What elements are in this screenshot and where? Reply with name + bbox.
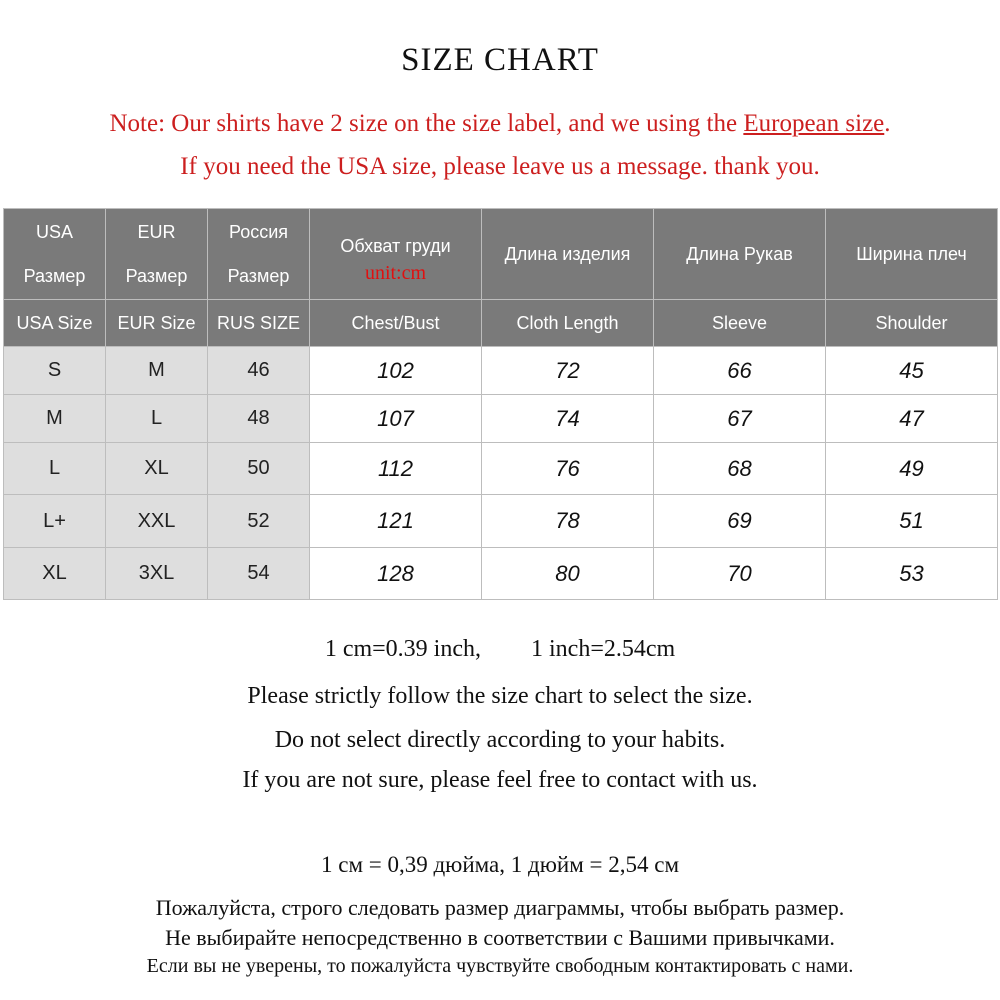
cell-eur: XXL: [106, 495, 208, 548]
cell-usa: XL: [4, 548, 106, 600]
cell-rus: 46: [208, 347, 310, 395]
cell-sleeve: 70: [654, 548, 826, 600]
header-chest-label: Обхват груди: [340, 235, 451, 256]
header-usa-ru: [4, 209, 106, 300]
header-row-russian: [4, 209, 998, 300]
page-title: SIZE CHART: [401, 42, 599, 78]
cell-eur: 3XL: [106, 548, 208, 600]
cell-eur: L: [106, 395, 208, 443]
header-eur-size-ru: Размер: [125, 266, 188, 286]
cell-shoulder: 51: [826, 495, 998, 548]
note-line-1: [20, 110, 980, 138]
table-row: [4, 347, 998, 395]
table-row: [4, 443, 998, 495]
header-sleeve-ru: Длина Рукав: [654, 209, 826, 300]
note-line-1-prefix: Note: Our shirts have 2 size on the size label, and we using the: [109, 110, 744, 137]
cell-rus: 54: [208, 548, 310, 600]
table-row: [4, 495, 998, 548]
header-eur-size: EUR Size: [106, 300, 208, 347]
cell-chest: 128: [310, 548, 482, 600]
cell-sleeve: 68: [654, 443, 826, 495]
cell-shoulder: 45: [826, 347, 998, 395]
note-line-2: If you need the USA size, please leave us a message. thank you.: [180, 153, 820, 180]
cell-usa: M: [4, 395, 106, 443]
size-table: [3, 208, 998, 600]
cell-rus: 52: [208, 495, 310, 548]
header-shoulder-ru: Ширина плеч: [826, 209, 998, 300]
unit-label: unit:cm: [364, 261, 427, 284]
ru-footer-line-3: Если вы не уверены, то пожалуйста чувствуйте свободным контактировать с нами.: [146, 955, 854, 977]
ru-unit-conversion: 1 см = 0,39 дюйма, 1 дюйм = 2,54 см: [320, 852, 680, 877]
conv-inch: 1 inch=2.54cm: [531, 636, 676, 662]
header-usa-size-ru: Размер: [23, 266, 86, 286]
cell-shoulder: 53: [826, 548, 998, 600]
footer-line-2: Do not select directly according to your habits.: [274, 727, 726, 753]
header-rus-size-ru: Размер: [227, 266, 290, 286]
header-chest: Chest/Bust: [310, 300, 482, 347]
cell-rus: 50: [208, 443, 310, 495]
cell-length: 72: [482, 347, 654, 395]
european-size-link: European size: [743, 110, 885, 137]
cell-sleeve: 66: [654, 347, 826, 395]
header-rus-size: RUS SIZE: [208, 300, 310, 347]
cell-usa: L: [4, 443, 106, 495]
cell-chest: 102: [310, 347, 482, 395]
cell-chest: 121: [310, 495, 482, 548]
cell-sleeve: 69: [654, 495, 826, 548]
cell-length: 76: [482, 443, 654, 495]
cell-length: 78: [482, 495, 654, 548]
cell-eur: M: [106, 347, 208, 395]
footer-line-1: Please strictly follow the size chart to select the size.: [247, 683, 753, 709]
cell-chest: 107: [310, 395, 482, 443]
header-chest-ru: [310, 209, 482, 300]
header-row-english: [4, 300, 998, 347]
footer-line-3: If you are not sure, please feel free to contact with us.: [242, 767, 758, 793]
table-row: [4, 395, 998, 443]
ru-footer-line-1: Пожалуйста, строго следовать размер диаграммы, чтобы выбрать размер.: [155, 895, 845, 920]
cell-rus: 48: [208, 395, 310, 443]
header-usa-size: USA Size: [4, 300, 106, 347]
cell-chest: 112: [310, 443, 482, 495]
header-eur-label: EUR: [137, 222, 176, 242]
note-line-1-suffix: .: [884, 110, 891, 137]
conv-cm: 1 cm=0.39 inch,: [324, 636, 481, 662]
header-shoulder: Shoulder: [826, 300, 998, 347]
ru-footer-line-2: Не выбирайте непосредственно в соответствии с Вашими привычками.: [165, 925, 835, 950]
cell-sleeve: 67: [654, 395, 826, 443]
unit-conversion: [0, 636, 1000, 663]
header-length: Cloth Length: [482, 300, 654, 347]
header-usa-label: USA: [35, 222, 73, 242]
cell-shoulder: 47: [826, 395, 998, 443]
cell-length: 80: [482, 548, 654, 600]
cell-eur: XL: [106, 443, 208, 495]
cell-usa: S: [4, 347, 106, 395]
cell-length: 74: [482, 395, 654, 443]
header-rus-ru: [208, 209, 310, 300]
cell-shoulder: 49: [826, 443, 998, 495]
header-length-ru: Длина изделия: [482, 209, 654, 300]
cell-usa: L+: [4, 495, 106, 548]
header-rus-label: Россия: [228, 222, 289, 242]
header-eur-ru: [106, 209, 208, 300]
table-row: [4, 548, 998, 600]
header-sleeve: Sleeve: [654, 300, 826, 347]
